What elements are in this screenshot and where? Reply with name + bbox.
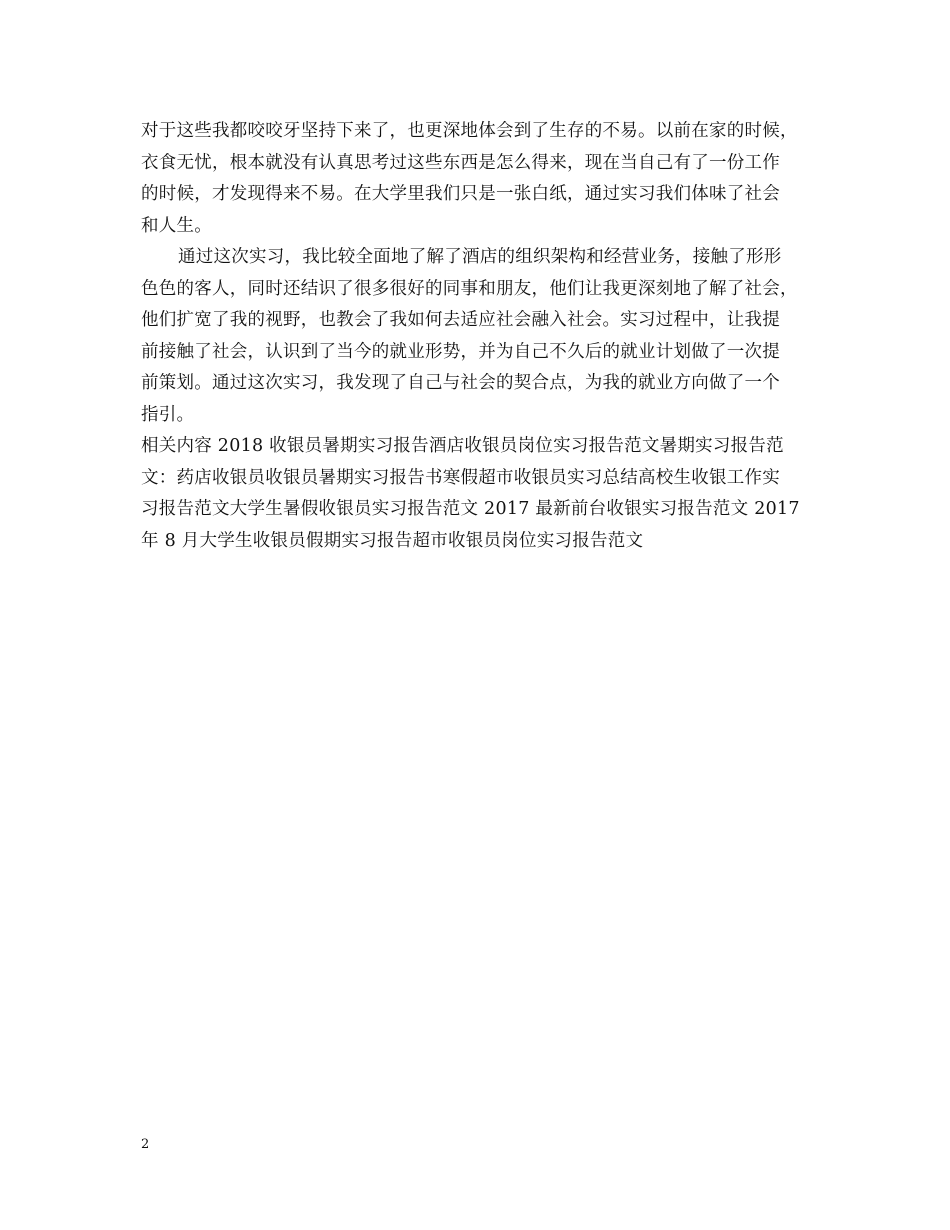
document-body [141, 116, 831, 557]
text-line: 和人生。 [141, 215, 212, 236]
paragraph-closing-thoughts [141, 116, 831, 242]
text-line: 的时候，才发现得来不易。在大学里我们只是一张白纸，通过实习我们体味了社会 [141, 184, 780, 204]
text-line: 他们扩宽了我的视野，也教会了我如何去适应社会融入社会。实习过程中，让我提 [141, 310, 780, 330]
related-content-line: 年 8 月大学生收银员假期实习报告超市收银员岗位实习报告范文 [141, 530, 644, 551]
paragraph-internship-summary [141, 242, 831, 431]
text-line: 前接触了社会，认识到了当今的就业形势，并为自己不久后的就业计划做了一次提 [141, 341, 780, 362]
text-line: 对于这些我都咬咬牙坚持下来了，也更深地体会到了生存的不易。以前在家的时候， [141, 121, 798, 141]
text-line: 前策划。通过这次实习，我发现了自己与社会的契合点，为我的就业方向做了一个 [141, 373, 780, 393]
text-line: 衣食无忧，根本就没有认真思考过这些东西是怎么得来，现在当自己有了一份工作 [141, 152, 780, 173]
related-content-section [141, 431, 831, 557]
related-content-line: 习报告范文大学生暑假收银员实习报告范文 2017 最新前台收银实习报告范文 2017 [141, 499, 800, 519]
text-line: 通过这次实习，我比较全面地了解了酒店的组织架构和经营业务，接触了形形 [178, 247, 782, 267]
page-number: 2 [141, 1137, 150, 1152]
related-content-line: 相关内容 2018 收银员暑期实习报告酒店收银员岗位实习报告范文暑期实习报告范 [141, 436, 784, 456]
related-content-line: 文：药店收银员收银员暑期实习报告书寒假超市收银员实习总结高校生收银工作实 [141, 467, 780, 488]
text-line: 指引。 [141, 404, 195, 425]
text-line: 色色的客人，同时还结识了很多很好的同事和朋友，他们让我更深刻地了解了社会， [141, 278, 798, 299]
